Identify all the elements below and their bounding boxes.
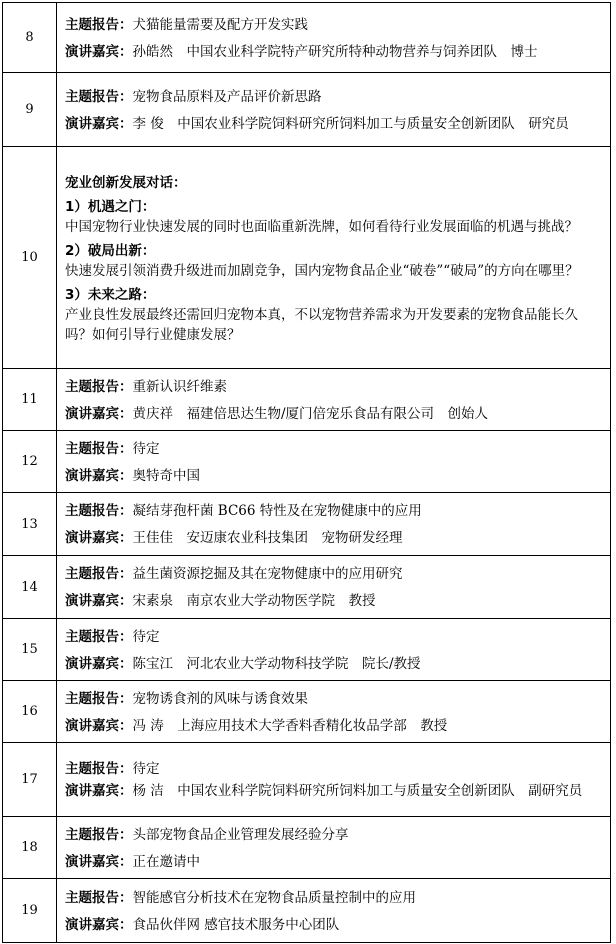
table-row <box>3 681 611 743</box>
row-number: 9 <box>3 73 57 147</box>
speaker-label: 演讲嘉宾： <box>65 783 133 799</box>
row-number: 15 <box>3 619 57 681</box>
topic-label: 主题报告： <box>65 628 133 645</box>
dialogue-title: 宠业创新发展对话： <box>65 175 187 191</box>
row-content <box>57 743 611 817</box>
speaker-text: 李 俊 中国农业科学院饲料研究所饲料加工与质量安全创新团队 研究员 <box>132 115 569 132</box>
dialogue-content <box>57 147 611 369</box>
row-content <box>57 431 611 493</box>
topic-label: 主题报告： <box>65 440 133 457</box>
row-number: 13 <box>3 493 57 556</box>
row-number: 12 <box>3 431 57 493</box>
topic-label: 主题报告： <box>65 503 133 519</box>
row-content <box>57 493 611 556</box>
speaker-label: 演讲嘉宾： <box>65 593 133 609</box>
speaker-text: 陈宝江 河北农业大学动物科技学院 院长/教授 <box>132 655 421 672</box>
speaker-label: 演讲嘉宾： <box>65 43 133 60</box>
speaker-label: 演讲嘉宾： <box>65 530 133 546</box>
dialogue-section-text: 快速发展引领消费升级进而加剧竞争，国内宠物食品企业“破卷”“破局”的方向在哪里？ <box>65 263 579 279</box>
dialogue-section-heading: 2）破局出新： <box>65 243 156 259</box>
dialogue-section-heading: 1）机遇之门： <box>65 199 156 215</box>
agenda-table <box>2 2 611 943</box>
row-content <box>57 73 611 147</box>
topic-label: 主题报告： <box>65 16 133 33</box>
table-row <box>3 619 611 681</box>
speaker-label: 演讲嘉宾： <box>65 853 133 870</box>
row-number: 14 <box>3 556 57 619</box>
topic-label: 主题报告： <box>65 889 133 906</box>
row-content <box>57 369 611 431</box>
topic-label: 主题报告： <box>65 826 133 843</box>
row-number: 18 <box>3 817 57 879</box>
row-content <box>57 879 611 943</box>
row-content <box>57 3 611 73</box>
table-row <box>3 817 611 879</box>
dialogue-section-text: 产业良性发展最终还需回归宠物本真，不以宠物营养需求为开发要素的宠物食品能长久吗？如何引导行业健康发展？ <box>65 307 578 343</box>
table-row <box>3 73 611 147</box>
topic-text: 益生菌资源挖掘及其在宠物健康中的应用研究 <box>132 566 403 582</box>
dialogue-section-text: 中国宠物行业快速发展的同时也面临重新洗牌，如何看待行业发展面临的机遇与挑战？ <box>65 219 578 235</box>
speaker-text: 冯 涛 上海应用技术大学香料香精化妆品学部 教授 <box>132 717 448 734</box>
topic-text: 犬猫能量需要及配方开发实践 <box>132 16 308 33</box>
table-row <box>3 369 611 431</box>
dialogue-section-heading: 3）未来之路： <box>65 287 156 303</box>
speaker-text: 杨 洁 中国农业科学院饲料研究所饲料加工与质量安全创新团队 副研究员 <box>132 783 583 799</box>
speaker-label: 演讲嘉宾： <box>65 115 133 132</box>
speaker-text: 黄庆祥 福建倍思达生物/厦门倍宠乐食品有限公司 创始人 <box>132 405 489 422</box>
topic-text: 凝结芽孢杆菌 BC66 特性及在宠物健康中的应用 <box>132 503 422 519</box>
table-row <box>3 556 611 619</box>
table-row <box>3 493 611 556</box>
speaker-label: 演讲嘉宾： <box>65 916 133 933</box>
table-row <box>3 743 611 817</box>
topic-text: 重新认识纤维素 <box>132 378 227 395</box>
table-row <box>3 147 611 369</box>
topic-label: 主题报告： <box>65 761 133 777</box>
topic-text: 宠物食品原料及产品评价新思路 <box>132 88 322 105</box>
row-number: 19 <box>3 879 57 943</box>
topic-text: 智能感官分析技术在宠物食品质量控制中的应用 <box>132 889 416 906</box>
topic-text: 头部宠物食品企业管理发展经验分享 <box>132 826 349 843</box>
table-row <box>3 431 611 493</box>
row-number: 11 <box>3 369 57 431</box>
row-number: 10 <box>3 147 57 369</box>
row-content <box>57 681 611 743</box>
table-row <box>3 3 611 73</box>
speaker-text: 食品伙伴网 感官技术服务中心团队 <box>132 916 340 933</box>
row-number: 17 <box>3 743 57 817</box>
speaker-text: 王佳佳 安迈康农业科技集团 宠物研发经理 <box>132 530 403 546</box>
topic-text: 宠物诱食剂的风味与诱食效果 <box>132 690 308 707</box>
speaker-label: 演讲嘉宾： <box>65 405 133 422</box>
row-content <box>57 556 611 619</box>
row-content <box>57 817 611 879</box>
topic-text: 待定 <box>132 440 160 457</box>
speaker-text: 正在邀请中 <box>132 853 200 870</box>
speaker-text: 孙皓然 中国农业科学院特产研究所特种动物营养与饲养团队 博士 <box>132 43 538 60</box>
row-content <box>57 619 611 681</box>
topic-label: 主题报告： <box>65 88 133 105</box>
row-number: 8 <box>3 3 57 73</box>
speaker-label: 演讲嘉宾： <box>65 655 133 672</box>
topic-label: 主题报告： <box>65 378 133 395</box>
row-number: 16 <box>3 681 57 743</box>
topic-label: 主题报告： <box>65 690 133 707</box>
speaker-text: 宋素泉 南京农业大学动物医学院 教授 <box>132 593 376 609</box>
speaker-text: 奥特奇中国 <box>132 467 200 484</box>
table-row <box>3 879 611 943</box>
speaker-label: 演讲嘉宾： <box>65 717 133 734</box>
topic-text: 待定 <box>132 761 160 777</box>
topic-text: 待定 <box>132 628 160 645</box>
topic-label: 主题报告： <box>65 566 133 582</box>
speaker-label: 演讲嘉宾： <box>65 467 133 484</box>
